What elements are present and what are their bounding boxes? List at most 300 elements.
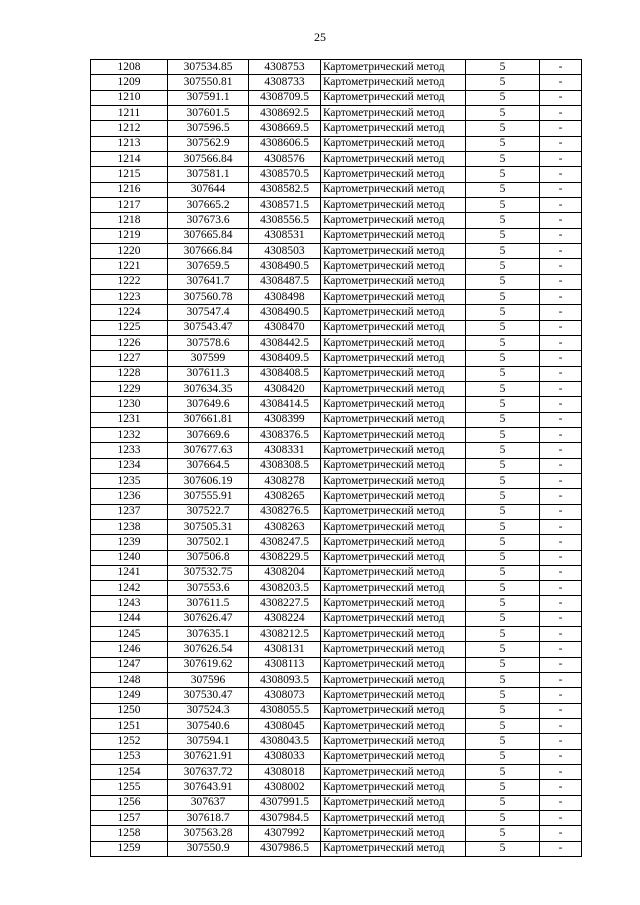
note-cell: - xyxy=(540,719,582,734)
note-cell: - xyxy=(540,581,582,596)
x-coordinate-cell: 307532.75 xyxy=(168,565,249,580)
method-cell: Картометрический метод xyxy=(321,136,466,151)
note-cell: - xyxy=(540,489,582,504)
note-cell: - xyxy=(540,320,582,335)
y-coordinate-cell: 4308487.5 xyxy=(249,274,321,289)
point-number-cell: 1247 xyxy=(91,657,168,672)
note-cell: - xyxy=(540,121,582,136)
x-coordinate-cell: 307635.1 xyxy=(168,627,249,642)
y-coordinate-cell: 4308043.5 xyxy=(249,734,321,749)
x-coordinate-cell: 307560.78 xyxy=(168,289,249,304)
table-row xyxy=(91,105,582,120)
x-coordinate-cell: 307524.3 xyxy=(168,703,249,718)
note-cell: - xyxy=(540,550,582,565)
point-number-cell: 1226 xyxy=(91,335,168,350)
method-cell: Картометрический метод xyxy=(321,397,466,412)
table-row xyxy=(91,305,582,320)
method-cell: Картометрический метод xyxy=(321,105,466,120)
x-coordinate-cell: 307505.31 xyxy=(168,519,249,534)
x-coordinate-cell: 307637 xyxy=(168,795,249,810)
method-cell: Картометрический метод xyxy=(321,213,466,228)
table-row xyxy=(91,75,582,90)
x-coordinate-cell: 307578.6 xyxy=(168,335,249,350)
point-number-cell: 1257 xyxy=(91,811,168,826)
point-number-cell: 1252 xyxy=(91,734,168,749)
table-row xyxy=(91,351,582,366)
point-number-cell: 1248 xyxy=(91,673,168,688)
point-number-cell: 1212 xyxy=(91,121,168,136)
y-coordinate-cell: 4308055.5 xyxy=(249,703,321,718)
method-cell: Картометрический метод xyxy=(321,565,466,580)
table-row xyxy=(91,366,582,381)
x-coordinate-cell: 307562.9 xyxy=(168,136,249,151)
note-cell: - xyxy=(540,458,582,473)
y-coordinate-cell: 4308582.5 xyxy=(249,182,321,197)
x-coordinate-cell: 307644 xyxy=(168,182,249,197)
accuracy-cell: 5 xyxy=(466,688,540,703)
note-cell: - xyxy=(540,780,582,795)
accuracy-cell: 5 xyxy=(466,565,540,580)
y-coordinate-cell: 4307986.5 xyxy=(249,841,321,856)
x-coordinate-cell: 307659.5 xyxy=(168,259,249,274)
table-row xyxy=(91,642,582,657)
method-cell: Картометрический метод xyxy=(321,90,466,105)
y-coordinate-cell: 4308033 xyxy=(249,749,321,764)
accuracy-cell: 5 xyxy=(466,351,540,366)
table-row xyxy=(91,274,582,289)
method-cell: Картометрический метод xyxy=(321,412,466,427)
accuracy-cell: 5 xyxy=(466,489,540,504)
point-number-cell: 1209 xyxy=(91,75,168,90)
method-cell: Картометрический метод xyxy=(321,611,466,626)
table-row xyxy=(91,535,582,550)
y-coordinate-cell: 4308204 xyxy=(249,565,321,580)
method-cell: Картометрический метод xyxy=(321,228,466,243)
method-cell: Картометрический метод xyxy=(321,151,466,166)
y-coordinate-cell: 4308399 xyxy=(249,412,321,427)
accuracy-cell: 5 xyxy=(466,841,540,856)
accuracy-cell: 5 xyxy=(466,811,540,826)
point-number-cell: 1211 xyxy=(91,105,168,120)
note-cell: - xyxy=(540,443,582,458)
note-cell: - xyxy=(540,734,582,749)
y-coordinate-cell: 4308203.5 xyxy=(249,581,321,596)
accuracy-cell: 5 xyxy=(466,473,540,488)
point-number-cell: 1255 xyxy=(91,780,168,795)
table-row xyxy=(91,611,582,626)
note-cell: - xyxy=(540,305,582,320)
table-row xyxy=(91,734,582,749)
note-cell: - xyxy=(540,535,582,550)
accuracy-cell: 5 xyxy=(466,60,540,75)
method-cell: Картометрический метод xyxy=(321,458,466,473)
y-coordinate-cell: 4308556.5 xyxy=(249,213,321,228)
accuracy-cell: 5 xyxy=(466,366,540,381)
accuracy-cell: 5 xyxy=(466,703,540,718)
y-coordinate-cell: 4308093.5 xyxy=(249,673,321,688)
x-coordinate-cell: 307522.7 xyxy=(168,504,249,519)
y-coordinate-cell: 4308753 xyxy=(249,60,321,75)
table-row xyxy=(91,841,582,856)
note-cell: - xyxy=(540,228,582,243)
x-coordinate-cell: 307591.1 xyxy=(168,90,249,105)
point-number-cell: 1244 xyxy=(91,611,168,626)
note-cell: - xyxy=(540,519,582,534)
accuracy-cell: 5 xyxy=(466,611,540,626)
accuracy-cell: 5 xyxy=(466,151,540,166)
y-coordinate-cell: 4308224 xyxy=(249,611,321,626)
y-coordinate-cell: 4308571.5 xyxy=(249,197,321,212)
table-row xyxy=(91,673,582,688)
x-coordinate-cell: 307649.6 xyxy=(168,397,249,412)
accuracy-cell: 5 xyxy=(466,596,540,611)
table-row xyxy=(91,60,582,75)
accuracy-cell: 5 xyxy=(466,642,540,657)
accuracy-cell: 5 xyxy=(466,381,540,396)
point-number-cell: 1251 xyxy=(91,719,168,734)
y-coordinate-cell: 4308420 xyxy=(249,381,321,396)
accuracy-cell: 5 xyxy=(466,749,540,764)
y-coordinate-cell: 4308498 xyxy=(249,289,321,304)
accuracy-cell: 5 xyxy=(466,197,540,212)
method-cell: Картометрический метод xyxy=(321,841,466,856)
coordinates-table xyxy=(90,59,582,857)
accuracy-cell: 5 xyxy=(466,504,540,519)
note-cell: - xyxy=(540,182,582,197)
y-coordinate-cell: 4308331 xyxy=(249,443,321,458)
table-row xyxy=(91,90,582,105)
table-row xyxy=(91,443,582,458)
point-number-cell: 1210 xyxy=(91,90,168,105)
note-cell: - xyxy=(540,473,582,488)
note-cell: - xyxy=(540,412,582,427)
x-coordinate-cell: 307661.81 xyxy=(168,412,249,427)
y-coordinate-cell: 4308212.5 xyxy=(249,627,321,642)
note-cell: - xyxy=(540,351,582,366)
method-cell: Картометрический метод xyxy=(321,765,466,780)
accuracy-cell: 5 xyxy=(466,274,540,289)
point-number-cell: 1243 xyxy=(91,596,168,611)
method-cell: Картометрический метод xyxy=(321,243,466,258)
note-cell: - xyxy=(540,197,582,212)
y-coordinate-cell: 4308692.5 xyxy=(249,105,321,120)
note-cell: - xyxy=(540,703,582,718)
x-coordinate-cell: 307502.1 xyxy=(168,535,249,550)
x-coordinate-cell: 307530.47 xyxy=(168,688,249,703)
x-coordinate-cell: 307566.84 xyxy=(168,151,249,166)
table-row xyxy=(91,581,582,596)
y-coordinate-cell: 4308376.5 xyxy=(249,427,321,442)
point-number-cell: 1215 xyxy=(91,167,168,182)
method-cell: Картометрический метод xyxy=(321,305,466,320)
point-number-cell: 1229 xyxy=(91,381,168,396)
accuracy-cell: 5 xyxy=(466,320,540,335)
accuracy-cell: 5 xyxy=(466,581,540,596)
note-cell: - xyxy=(540,335,582,350)
table-row xyxy=(91,121,582,136)
point-number-cell: 1216 xyxy=(91,182,168,197)
note-cell: - xyxy=(540,213,582,228)
y-coordinate-cell: 4308470 xyxy=(249,320,321,335)
x-coordinate-cell: 307641.7 xyxy=(168,274,249,289)
accuracy-cell: 5 xyxy=(466,136,540,151)
note-cell: - xyxy=(540,259,582,274)
table-row xyxy=(91,182,582,197)
note-cell: - xyxy=(540,642,582,657)
accuracy-cell: 5 xyxy=(466,826,540,841)
x-coordinate-cell: 307506.8 xyxy=(168,550,249,565)
point-number-cell: 1234 xyxy=(91,458,168,473)
coordinates-table-body xyxy=(91,60,582,857)
accuracy-cell: 5 xyxy=(466,734,540,749)
note-cell: - xyxy=(540,841,582,856)
method-cell: Картометрический метод xyxy=(321,504,466,519)
x-coordinate-cell: 307669.6 xyxy=(168,427,249,442)
page-number: 25 xyxy=(314,30,326,44)
x-coordinate-cell: 307547.4 xyxy=(168,305,249,320)
note-cell: - xyxy=(540,504,582,519)
method-cell: Картометрический метод xyxy=(321,519,466,534)
x-coordinate-cell: 307596.5 xyxy=(168,121,249,136)
method-cell: Картометрический метод xyxy=(321,657,466,672)
table-row xyxy=(91,749,582,764)
table-row xyxy=(91,259,582,274)
y-coordinate-cell: 4308503 xyxy=(249,243,321,258)
accuracy-cell: 5 xyxy=(466,75,540,90)
y-coordinate-cell: 4308045 xyxy=(249,719,321,734)
point-number-cell: 1213 xyxy=(91,136,168,151)
y-coordinate-cell: 4308576 xyxy=(249,151,321,166)
y-coordinate-cell: 4308247.5 xyxy=(249,535,321,550)
note-cell: - xyxy=(540,243,582,258)
accuracy-cell: 5 xyxy=(466,443,540,458)
note-cell: - xyxy=(540,673,582,688)
y-coordinate-cell: 4307984.5 xyxy=(249,811,321,826)
y-coordinate-cell: 4308018 xyxy=(249,765,321,780)
point-number-cell: 1208 xyxy=(91,60,168,75)
x-coordinate-cell: 307673.6 xyxy=(168,213,249,228)
accuracy-cell: 5 xyxy=(466,121,540,136)
method-cell: Картометрический метод xyxy=(321,596,466,611)
point-number-cell: 1240 xyxy=(91,550,168,565)
x-coordinate-cell: 307581.1 xyxy=(168,167,249,182)
y-coordinate-cell: 4308227.5 xyxy=(249,596,321,611)
y-coordinate-cell: 4308229.5 xyxy=(249,550,321,565)
y-coordinate-cell: 4308002 xyxy=(249,780,321,795)
x-coordinate-cell: 307611.3 xyxy=(168,366,249,381)
note-cell: - xyxy=(540,90,582,105)
y-coordinate-cell: 4308669.5 xyxy=(249,121,321,136)
table-row xyxy=(91,550,582,565)
point-number-cell: 1258 xyxy=(91,826,168,841)
point-number-cell: 1214 xyxy=(91,151,168,166)
point-number-cell: 1245 xyxy=(91,627,168,642)
method-cell: Картометрический метод xyxy=(321,121,466,136)
table-row xyxy=(91,289,582,304)
note-cell: - xyxy=(540,627,582,642)
x-coordinate-cell: 307550.9 xyxy=(168,841,249,856)
method-cell: Картометрический метод xyxy=(321,826,466,841)
method-cell: Картометрический метод xyxy=(321,703,466,718)
x-coordinate-cell: 307626.47 xyxy=(168,611,249,626)
point-number-cell: 1250 xyxy=(91,703,168,718)
table-row xyxy=(91,197,582,212)
method-cell: Картометрический метод xyxy=(321,274,466,289)
point-number-cell: 1238 xyxy=(91,519,168,534)
x-coordinate-cell: 307553.6 xyxy=(168,581,249,596)
y-coordinate-cell: 4308733 xyxy=(249,75,321,90)
point-number-cell: 1233 xyxy=(91,443,168,458)
table-row xyxy=(91,458,582,473)
method-cell: Картометрический метод xyxy=(321,427,466,442)
accuracy-cell: 5 xyxy=(466,519,540,534)
note-cell: - xyxy=(540,596,582,611)
accuracy-cell: 5 xyxy=(466,719,540,734)
table-row xyxy=(91,703,582,718)
note-cell: - xyxy=(540,765,582,780)
note-cell: - xyxy=(540,274,582,289)
x-coordinate-cell: 307666.84 xyxy=(168,243,249,258)
point-number-cell: 1246 xyxy=(91,642,168,657)
method-cell: Картометрический метод xyxy=(321,749,466,764)
note-cell: - xyxy=(540,105,582,120)
point-number-cell: 1241 xyxy=(91,565,168,580)
point-number-cell: 1217 xyxy=(91,197,168,212)
table-row xyxy=(91,765,582,780)
x-coordinate-cell: 307643.91 xyxy=(168,780,249,795)
y-coordinate-cell: 4308531 xyxy=(249,228,321,243)
accuracy-cell: 5 xyxy=(466,795,540,810)
point-number-cell: 1231 xyxy=(91,412,168,427)
accuracy-cell: 5 xyxy=(466,228,540,243)
point-number-cell: 1218 xyxy=(91,213,168,228)
accuracy-cell: 5 xyxy=(466,673,540,688)
method-cell: Картометрический метод xyxy=(321,60,466,75)
x-coordinate-cell: 307626.54 xyxy=(168,642,249,657)
note-cell: - xyxy=(540,657,582,672)
method-cell: Картометрический метод xyxy=(321,75,466,90)
x-coordinate-cell: 307665.2 xyxy=(168,197,249,212)
accuracy-cell: 5 xyxy=(466,427,540,442)
y-coordinate-cell: 4308709.5 xyxy=(249,90,321,105)
note-cell: - xyxy=(540,611,582,626)
point-number-cell: 1219 xyxy=(91,228,168,243)
x-coordinate-cell: 307637.72 xyxy=(168,765,249,780)
x-coordinate-cell: 307634.35 xyxy=(168,381,249,396)
y-coordinate-cell: 4308414.5 xyxy=(249,397,321,412)
point-number-cell: 1242 xyxy=(91,581,168,596)
note-cell: - xyxy=(540,366,582,381)
x-coordinate-cell: 307596 xyxy=(168,673,249,688)
y-coordinate-cell: 4308442.5 xyxy=(249,335,321,350)
method-cell: Картометрический метод xyxy=(321,673,466,688)
x-coordinate-cell: 307664.5 xyxy=(168,458,249,473)
table-row xyxy=(91,795,582,810)
accuracy-cell: 5 xyxy=(466,627,540,642)
point-number-cell: 1230 xyxy=(91,397,168,412)
table-row xyxy=(91,320,582,335)
method-cell: Картометрический метод xyxy=(321,381,466,396)
table-row xyxy=(91,213,582,228)
accuracy-cell: 5 xyxy=(466,305,540,320)
method-cell: Картометрический метод xyxy=(321,535,466,550)
table-row xyxy=(91,565,582,580)
table-row xyxy=(91,412,582,427)
accuracy-cell: 5 xyxy=(466,105,540,120)
x-coordinate-cell: 307601.5 xyxy=(168,105,249,120)
x-coordinate-cell: 307599 xyxy=(168,351,249,366)
y-coordinate-cell: 4308276.5 xyxy=(249,504,321,519)
note-cell: - xyxy=(540,151,582,166)
note-cell: - xyxy=(540,397,582,412)
table-row xyxy=(91,335,582,350)
method-cell: Картометрический метод xyxy=(321,335,466,350)
method-cell: Картометрический метод xyxy=(321,550,466,565)
table-row xyxy=(91,136,582,151)
method-cell: Картометрический метод xyxy=(321,320,466,335)
table-row xyxy=(91,167,582,182)
y-coordinate-cell: 4308073 xyxy=(249,688,321,703)
point-number-cell: 1253 xyxy=(91,749,168,764)
method-cell: Картометрический метод xyxy=(321,351,466,366)
table-row xyxy=(91,826,582,841)
method-cell: Картометрический метод xyxy=(321,734,466,749)
accuracy-cell: 5 xyxy=(466,458,540,473)
note-cell: - xyxy=(540,381,582,396)
x-coordinate-cell: 307621.91 xyxy=(168,749,249,764)
table-row xyxy=(91,688,582,703)
table-row xyxy=(91,381,582,396)
note-cell: - xyxy=(540,289,582,304)
point-number-cell: 1237 xyxy=(91,504,168,519)
table-row xyxy=(91,627,582,642)
y-coordinate-cell: 4308570.5 xyxy=(249,167,321,182)
table-row xyxy=(91,811,582,826)
method-cell: Картометрический метод xyxy=(321,780,466,795)
method-cell: Картометрический метод xyxy=(321,443,466,458)
table-row xyxy=(91,504,582,519)
accuracy-cell: 5 xyxy=(466,243,540,258)
accuracy-cell: 5 xyxy=(466,167,540,182)
table-row xyxy=(91,519,582,534)
method-cell: Картометрический метод xyxy=(321,167,466,182)
x-coordinate-cell: 307555.91 xyxy=(168,489,249,504)
note-cell: - xyxy=(540,75,582,90)
note-cell: - xyxy=(540,811,582,826)
point-number-cell: 1227 xyxy=(91,351,168,366)
x-coordinate-cell: 307540.6 xyxy=(168,719,249,734)
accuracy-cell: 5 xyxy=(466,259,540,274)
method-cell: Картометрический метод xyxy=(321,182,466,197)
accuracy-cell: 5 xyxy=(466,397,540,412)
point-number-cell: 1254 xyxy=(91,765,168,780)
accuracy-cell: 5 xyxy=(466,535,540,550)
x-coordinate-cell: 307543.47 xyxy=(168,320,249,335)
y-coordinate-cell: 4308131 xyxy=(249,642,321,657)
y-coordinate-cell: 4308278 xyxy=(249,473,321,488)
method-cell: Картометрический метод xyxy=(321,811,466,826)
method-cell: Картометрический метод xyxy=(321,489,466,504)
method-cell: Картометрический метод xyxy=(321,473,466,488)
accuracy-cell: 5 xyxy=(466,765,540,780)
method-cell: Картометрический метод xyxy=(321,197,466,212)
x-coordinate-cell: 307563.28 xyxy=(168,826,249,841)
x-coordinate-cell: 307611.5 xyxy=(168,596,249,611)
method-cell: Картометрический метод xyxy=(321,366,466,381)
accuracy-cell: 5 xyxy=(466,657,540,672)
y-coordinate-cell: 4308490.5 xyxy=(249,259,321,274)
x-coordinate-cell: 307594.1 xyxy=(168,734,249,749)
